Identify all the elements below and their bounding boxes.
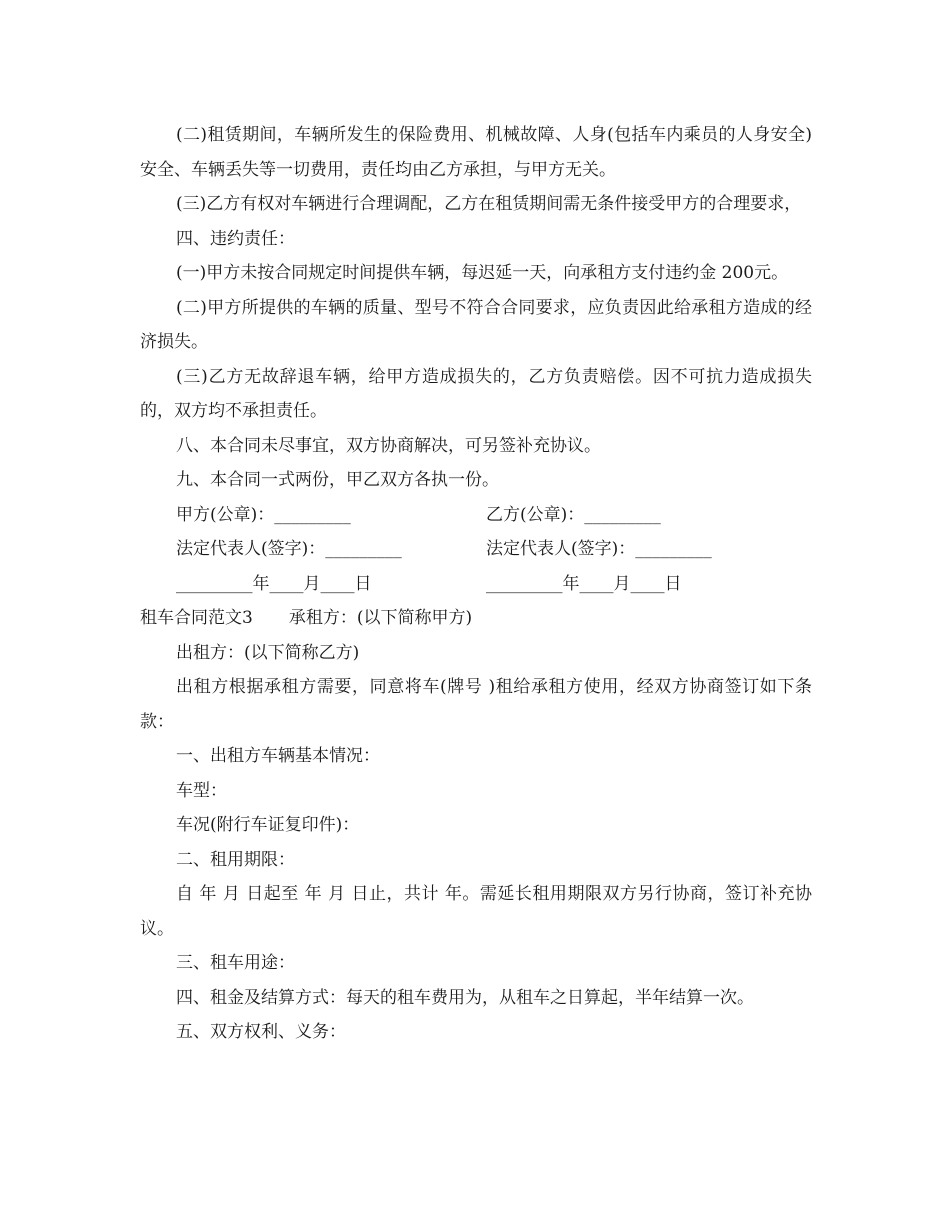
clause-copies: 九、本合同一式两份，甲乙双方各执一份。: [176, 470, 499, 490]
section3-rental-term: 自 年 月 日起至 年 月 日止，共计 年。需延长租用期限双方另行协商，签订补充协议。: [140, 884, 812, 939]
document-page: [140, 118, 812, 1050]
clause-vehicle-allocation: (三)乙方有权对车辆进行合理调配，乙方在租赁期间需无条件接受甲方的合理要求，: [176, 194, 802, 214]
section3-lessor: 出租方：(以下简称乙方): [176, 642, 360, 663]
clause-dismissal-compensation: (三)乙方无故辞退车辆，给甲方造成损失的，乙方负责赔偿。因不可抗力造成损失的，双方均不承担责任。: [140, 366, 812, 421]
party-a-seal-field: 甲方(公章)：_________: [176, 504, 351, 525]
signature-rep-row: [140, 532, 812, 567]
signature-date-row: [140, 567, 812, 602]
section3-vehicle-info-heading: 一、出租方车辆基本情况：: [176, 746, 380, 766]
clause-rental-period-liability: (二)租赁期间，车辆所发生的保险费用、机械故障、人身(包括车内乘员的人身安全)安全、车辆丢失等一切费用，责任均由乙方承担，与甲方无关。: [140, 125, 812, 180]
section3-rights-obligations-heading: 五、双方权利、义务：: [176, 1022, 346, 1042]
section3-vehicle-condition: 车况(附行车证复印件)：: [176, 815, 360, 835]
section3-rental-term-heading: 二、租用期限：: [176, 849, 295, 870]
section3-vehicle-model: 车型：: [176, 780, 227, 801]
section3-lessee: 承租方：(以下简称甲方): [288, 608, 473, 628]
heading-breach-liability: 四、违约责任：: [176, 228, 295, 249]
party-b-seal-field: 乙方(公章)：_________: [486, 504, 661, 525]
section3-rent-settlement: 四、租金及结算方式：每天的租车费用为，从租车之日算起，半年结算一次。: [176, 987, 754, 1008]
party-a-rep-field: 法定代表人(签字)：_________: [176, 539, 402, 559]
section3-purpose-heading: 三、租车用途：: [176, 953, 295, 973]
party-b-rep-field: 法定代表人(签字)：_________: [486, 539, 712, 559]
clause-vehicle-quality: (二)甲方所提供的车辆的质量、型号不符合合同要求，应负责因此给承租方造成的经济损失。: [140, 297, 812, 352]
clause-supplementary-agreement: 八、本合同未尽事宜，双方协商解决，可另签补充协议。: [176, 435, 601, 456]
party-b-date-field: _________年____月____日: [486, 573, 682, 594]
signature-seal-row: [140, 498, 812, 533]
section3-title: 租车合同范文3: [140, 608, 253, 628]
party-a-date-field: _________年____月____日: [176, 573, 372, 594]
section3-preamble: 出租方根据承租方需要，同意将车(牌号 )租给承租方使用，经双方协商签订如下条款：: [140, 677, 812, 732]
section3-title-line: [140, 601, 812, 636]
clause-late-delivery-penalty: (一)甲方未按合同规定时间提供车辆，每迟延一天，向承租方支付违约金 200元。: [176, 263, 789, 283]
